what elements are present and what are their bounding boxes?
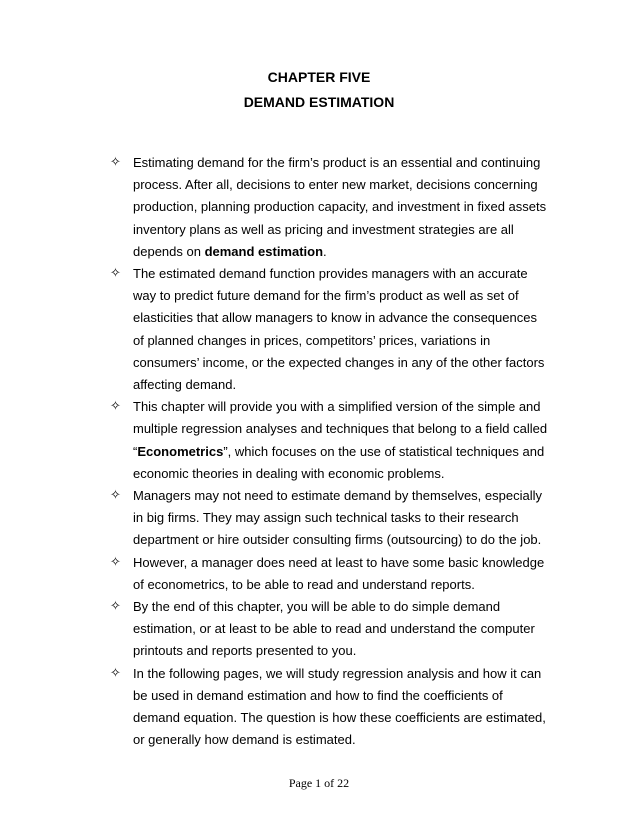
bullet-text: This chapter will provide you with a simplified version of the simple and multiple regression analyses and techniques that belong to a field called “ bbox=[133, 399, 548, 459]
bullet-text: Estimating demand for the firm’s product is an essential and continuing process. After all, decisions to enter new market, decisions concerning production, planning production capacity, and investment in fixed assets inventory plans as well as pricing and investment strategies are all depends on bbox=[133, 155, 547, 259]
bullet-text: Managers may not need to estimate demand by themselves, especially in big firms. They may assign such technical tasks to their research department or hire outsider consulting firms (outsourcing) to do the job. bbox=[133, 488, 542, 548]
bullet-item bbox=[110, 596, 550, 663]
bullet-bold-text: Econometrics bbox=[137, 443, 224, 459]
four-pointed-star-icon: ✧ bbox=[110, 599, 121, 615]
four-pointed-star-icon: ✧ bbox=[110, 266, 121, 282]
bullet-item bbox=[110, 263, 550, 396]
bullet-bold-text: demand estimation bbox=[204, 243, 324, 259]
four-pointed-star-icon: ✧ bbox=[110, 554, 121, 570]
bullet-text: By the end of this chapter, you will be able to do simple demand estimation, or at least to be able to read and understand the computer printouts and reports presented to you. bbox=[133, 599, 535, 659]
bullet-text-tail: . bbox=[323, 243, 327, 259]
bullet-item bbox=[110, 663, 550, 752]
bullet-text: The estimated demand function provides managers with an accurate way to predict future demand for the firm’s product as well as set of elasticities that allow managers to know in advance the consequences of planned changes in prices, competitors’ prices, variations in consumers’ income, or the expected changes in any of the other factors affecting demand. bbox=[133, 266, 545, 393]
bullet-item bbox=[110, 152, 550, 263]
four-pointed-star-icon: ✧ bbox=[110, 665, 121, 681]
chapter-title: CHAPTER FIVE bbox=[267, 69, 371, 85]
four-pointed-star-icon: ✧ bbox=[110, 399, 121, 415]
four-pointed-star-icon: ✧ bbox=[110, 488, 121, 504]
bullet-item bbox=[110, 485, 550, 552]
bullet-item bbox=[110, 552, 550, 596]
bullet-item bbox=[110, 396, 550, 485]
page-number: Page 1 of 22 bbox=[288, 776, 350, 790]
chapter-subtitle: DEMAND ESTIMATION bbox=[243, 94, 395, 110]
bullet-text: However, a manager does need at least to have some basic knowledge of econometrics, to be able to read and understand reports. bbox=[133, 554, 545, 592]
four-pointed-star-icon: ✧ bbox=[110, 155, 121, 170]
bullet-text-tail: ”, which focuses on the use of statistical techniques and economic theories in dealing with economic problems. bbox=[133, 443, 545, 481]
bullet-text: In the following pages, we will study regression analysis and how it can be used in demand estimation and how to find the coefficients of demand equation. The question is how these coefficients are estimated, or generally how demand is estimated. bbox=[133, 665, 546, 748]
bullet-list bbox=[110, 152, 550, 751]
